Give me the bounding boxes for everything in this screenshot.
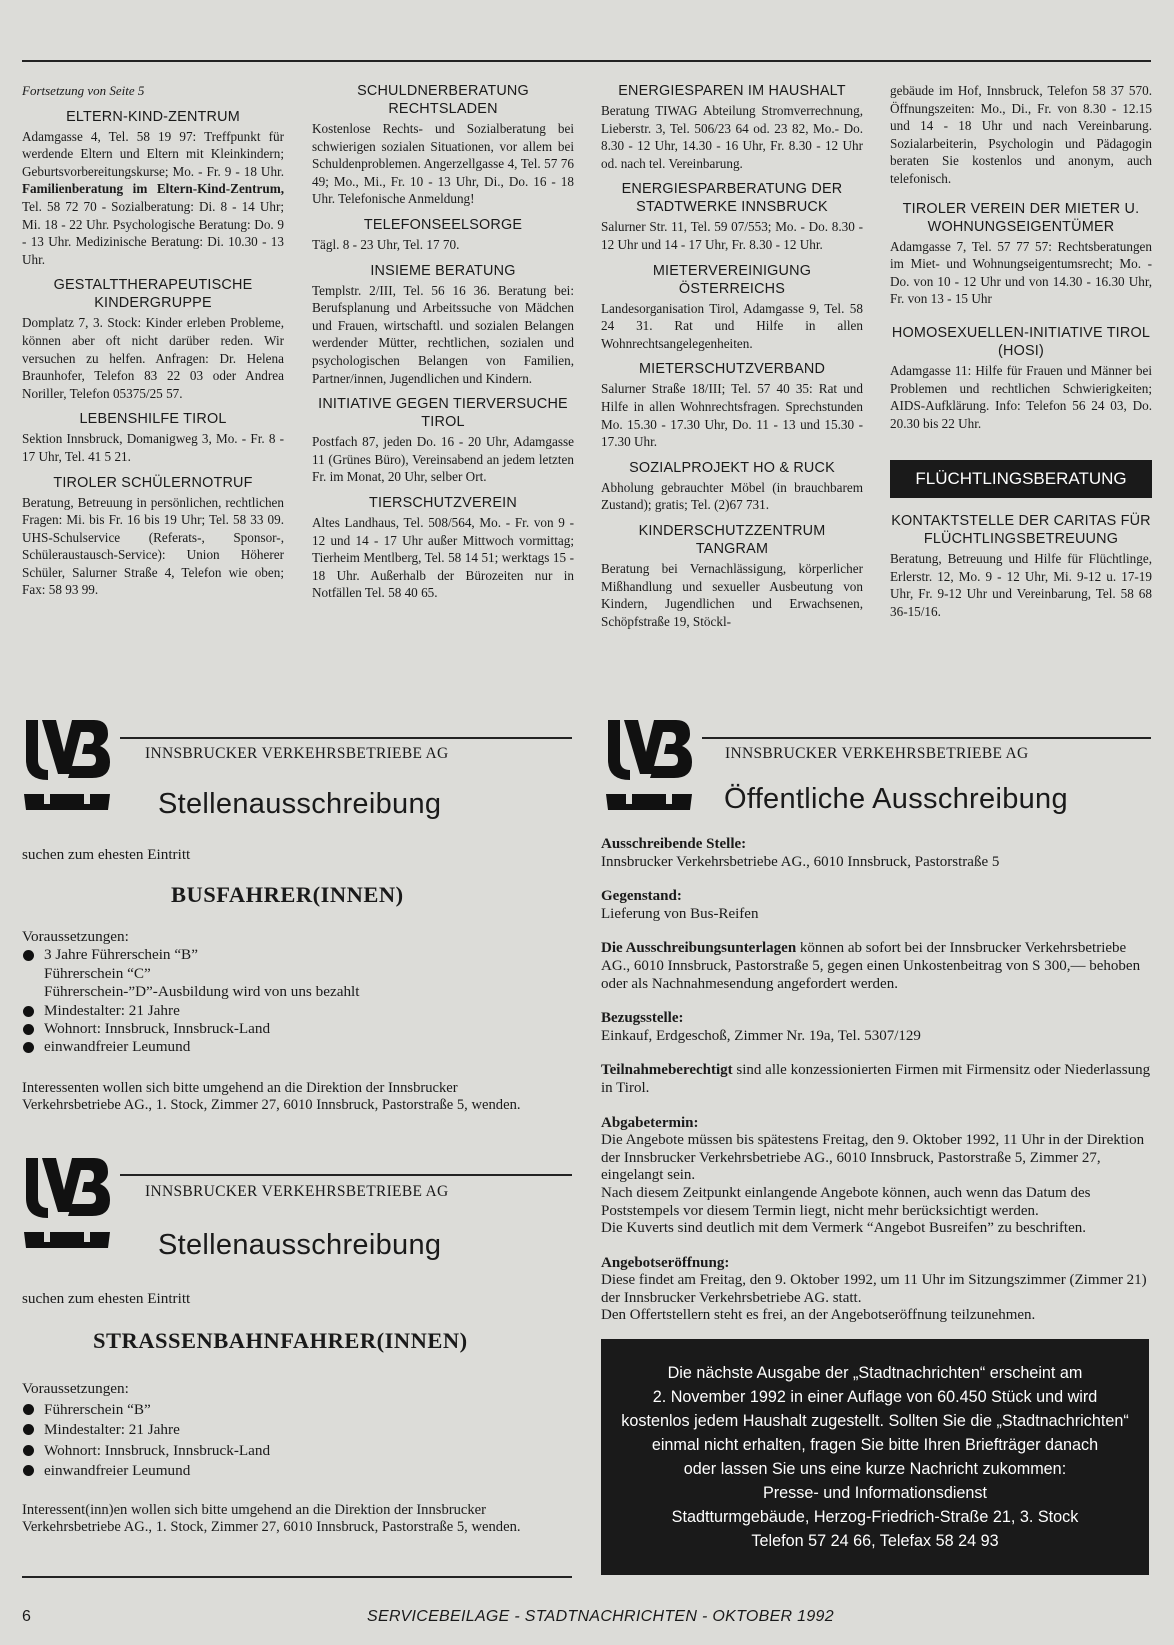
entry-text: Beratung TIWAG Abteilung Stromverrechnung, Lieberstr. 3, Tel. 506/23 64 od. 23 82, Mo.- Do. 8.30 - 12 Uhr, 14.30 - 16 Uhr, Fr. 8.30 - 12 Uhr od. nach tel. Vereinbarung. — [601, 103, 863, 171]
ad-outro: Interessent(inn)en wollen sich bitte umgehend an die Direktion der Innsbrucker Verkehrsbetriebe AG., 1. Stock, Zimmer 27, 6010 Innsbruck, Pastorstraße 5, wenden. — [22, 1502, 521, 1535]
footer-title: SERVICEBEILAGE - STADTNACHRICHTEN - OKTOBER 1992 — [367, 1608, 834, 1625]
entry-title: KINDERSCHUTZZENTRUM TANGRAM — [638, 522, 826, 557]
tender-section — [601, 940, 1151, 993]
notice-line: Die nächste Ausgabe der „Stadtnachrichten“ erscheint am — [667, 1364, 1083, 1382]
entry-text: Adamgasse 4, Tel. 58 19 97: Treffpunkt für werdende Eltern und Eltern mit Kleinkindern; Geburtsvorbereitungskurse; Mo. - Fr. 9 - 18 Uhr. Familienberatung im Eltern-Kind-Zentrum, Tel. 58 72 70 - Sozialberatung: Di. 8 - 14 Uhr; Mi. 18 - 22 Uhr. Psychologische Beratung: Do. 9 - 13 Uhr. Medizinische Beratung: Di. 10.30 - 13 Uhr. — [22, 128, 284, 267]
section-heading: Angebotseröffnung: — [601, 1254, 730, 1271]
entry-text: Tägl. 8 - 23 Uhr, Tel. 17 70. — [312, 236, 460, 252]
tender-section — [601, 1062, 1151, 1097]
section-text: Die Angebote müssen bis spätestens Freitag, den 9. Oktober 1992, 11 Uhr in der Direktion der Innsbrucker Verkehrsbetriebe AG., 6010 Innsbruck, Pastorstraße 5, Zimmer 27, eingelangt sein. — [601, 1132, 1145, 1184]
entry-title: LEBENSHILFE TIROL — [79, 411, 227, 428]
section-heading: Teilnahmeberechtigt — [601, 1062, 733, 1079]
requirements-label: Voraussetzungen: — [22, 928, 129, 945]
requirement-item: 3 Jahre Führerschein “B” Führerschein “C” Führerschein-”D”-Ausbildung wird von uns bezahlt — [22, 946, 572, 1001]
requirements — [22, 1379, 572, 1482]
requirement-item: einwandfreier Leumund — [22, 1461, 572, 1482]
section-heading: Ausschreibende Stelle: — [601, 836, 747, 852]
bullet-icon — [23, 1042, 34, 1053]
company-name: INNSBRUCKER VERKEHRSBETRIEBE AG — [725, 745, 1029, 762]
ivb-logo-icon — [24, 712, 110, 816]
entry-text: Postfach 87, jeden Do. 16 - 20 Uhr, Adamgasse 11 (Grünes Büro), Vereinsabend an jedem letzten Fr. im Monat, 20 Uhr, selber Ort. — [312, 434, 574, 485]
entry-kinderschutzzentrum — [601, 522, 863, 630]
entry-text: Sektion Innsbruck, Domanigweg 3, Mo. - Fr. 8 - 17 Uhr, Tel. 41 5 21. — [22, 431, 284, 464]
section-text: Die Kuverts sind deutlich mit dem Vermerk “Angebot Busreifen” zu beschriften. — [601, 1220, 1087, 1237]
job-title: STRASSENBAHNFAHRER(INNEN) — [93, 1328, 468, 1353]
entry-text: Abholung gebrauchter Möbel (in brauchbarem Zustand); gratis; Tel. (2)67 731. — [601, 479, 863, 513]
section-heading: Die Ausschreibungsunterlagen — [601, 940, 797, 957]
requirement-item: Mindestalter: 21 Jahre — [22, 1420, 572, 1441]
section-heading: Bezugsstelle: — [601, 1010, 684, 1027]
entry-ho-ruck — [601, 459, 863, 514]
requirement-item: Wohnort: Innsbruck, Innsbruck-Land — [22, 1441, 572, 1462]
bullet-icon — [23, 1024, 34, 1035]
bullet-icon — [23, 1465, 34, 1476]
entry-mieterschutzverband — [601, 360, 863, 450]
ad1-rule — [120, 737, 572, 739]
bottom-rule — [22, 1576, 572, 1578]
notice-line: Stadtturmgebäude, Herzog-Friedrich-Straße 21, 3. Stock — [671, 1508, 1079, 1526]
entry-text: Adamgasse 11: Hilfe für Frauen und Männer bei Problemen und rechtlichen Schwierigkeiten; AIDS-Aufklärung. Info: Telefon 56 24 03, Do. 20.30 bis 22 Uhr. — [890, 362, 1152, 431]
ad-title: Stellenausschreibung — [158, 1229, 442, 1261]
bullet-icon — [23, 1006, 34, 1017]
column-2 — [312, 82, 574, 602]
ad2-rule — [120, 1174, 572, 1176]
entry-text: Landesorganisation Tirol, Adamgasse 9, Tel. 58 24 31. Rat und Hilfe in allen Wohnrechtsangelegenheiten. — [601, 300, 863, 351]
entry-lebenshilfe — [22, 410, 284, 465]
entry-title: TIROLER SCHÜLERNOTRUF — [53, 474, 253, 491]
company-name: INNSBRUCKER VERKEHRSBETRIEBE AG — [145, 1183, 449, 1200]
entry-hosi — [890, 324, 1152, 432]
section-text: Einkauf, Erdgeschoß, Zimmer Nr. 19a, Tel. 5307/129 — [601, 1027, 921, 1044]
ad-title: Stellenausschreibung — [158, 788, 442, 820]
entry-text: Salurner Str. 11, Tel. 59 07/553; Mo. - Do. 8.30 - 12 Uhr und 14 - 17 Uhr, Fr. 8.30 - 12 Uhr. — [601, 219, 863, 252]
ivb-logo-icon — [24, 1150, 110, 1254]
entry-text: Domplatz 7, 3. Stock: Kinder erleben Probleme, können aber oft nicht darüber reden. Wir versuchen zu helfen. Anfragen: Dr. Helena Braunhofer, Telefon 83 22 03 oder Andrea Noriller, Telefon 05375/25 57. — [22, 315, 284, 401]
entry-text: Adamgasse 7, Tel. 57 77 57: Rechtsberatungen im Miet- und Wohnungseigentumsrecht; Mo. - Do. von 10 - 12 Uhr und von 14.30 - 16.30 Uhr, Fr. von 13 - 15 Uhr — [890, 238, 1152, 307]
entry-title: ENERGIESPARBERATUNG DER STADTWERKE INNSBRUCK — [621, 181, 843, 216]
entry-text: Beratung bei Vernachlässigung, körperlicher Mißhandlung und sexueller Ausbeutung von Kindern, Jugendlichen und Erwachsenen, Schöpfstraße 19, Stöckl- — [601, 560, 863, 629]
requirements — [22, 928, 572, 1057]
requirements-label: Voraussetzungen: — [22, 1380, 129, 1397]
section-text: Innsbrucker Verkehrsbetriebe AG., 6010 Innsbruck, Pastorstraße 5 — [601, 853, 1000, 870]
notice-line: einmal nicht erhalten, fragen Sie bitte Ihren Briefträger danach — [651, 1436, 1099, 1454]
entry-title: HOMOSEXUELLEN-INITIATIVE TIROL (HOSI) — [891, 324, 1151, 359]
section-text: Lieferung von Bus-Reifen — [601, 905, 759, 922]
notice-line: Presse- und Informationsdienst — [762, 1484, 988, 1502]
entry-title: MIETERSCHUTZVERBAND — [638, 361, 826, 378]
ad-intro: suchen zum ehesten Eintritt — [22, 1290, 191, 1307]
requirement-item: Führerschein “B” — [22, 1400, 572, 1421]
ad3-rule — [702, 737, 1151, 739]
section-banner: FLÜCHTLINGSBERATUNG — [890, 460, 1152, 498]
continuation-note: Fortsetzung von Seite 5 — [22, 83, 145, 98]
column-3 — [601, 82, 863, 630]
entry-caritas — [890, 512, 1152, 620]
section-heading: Gegenstand: — [601, 888, 682, 905]
ad-intro: suchen zum ehesten Eintritt — [22, 846, 191, 863]
bullet-icon — [23, 1404, 34, 1415]
notice-line: Telefon 57 24 66, Telefax 58 24 93 — [751, 1532, 999, 1550]
tender-section — [601, 1255, 1151, 1325]
bullet-icon — [23, 1445, 34, 1456]
entry-text-continued: gebäude im Hof, Innsbruck, Telefon 58 37 570. Öffnungszeiten: Mo., Di., Fr. von 8.30 - 12.15 und 14 - 18 Uhr und nach Vereinbarung. Sozialarbeiterin, Psychologin und Pädagogin beraten Sie kostenlos und anonym, auch telefonisch. — [890, 83, 1152, 186]
entry-telefonseelsorge — [312, 216, 574, 254]
column-4 — [890, 82, 1152, 620]
entry-insieme — [312, 262, 574, 388]
entry-schuldnerberatung — [312, 82, 574, 208]
section-text: können ab sofort bei der Innsbrucker Verkehrsbetriebe AG., 6010 Innsbruck, Pastorstraße 5, gegen einen Unkostenbeitrag von S 300,— behoben oder als Nachnahmesendung angefordert werden. — [601, 940, 1141, 992]
tender-section — [601, 836, 1151, 871]
notice-line: 2. November 1992 in einer Auflage von 60.450 Stück und wird — [652, 1388, 1098, 1406]
entry-text: Templstr. 2/III, Tel. 56 16 36. Beratung bei: Berufsplanung und Arbeitssuche von Mädchen und Frauen, wirtschaftl. und sozialen Belangen werdender Mütter, rechtlichen, sozialen und psychologischen Belangen von Familien, Partner/innen, Jugendlichen und Kindern. — [312, 282, 574, 386]
entry-tierversuche — [312, 395, 574, 486]
entry-title: TIERSCHUTZVEREIN — [369, 494, 517, 511]
job-title: BUSFAHRER(INNEN) — [171, 882, 404, 907]
requirement-item: einwandfreier Leumund — [22, 1038, 572, 1056]
entry-title: GESTALTTHERAPEUTISCHE KINDERGRUPPE — [53, 277, 253, 312]
entry-schuelernotruf — [22, 474, 284, 600]
entry-mieterverein — [890, 200, 1152, 308]
entry-text: Beratung, Betreuung in persönlichen, rechtlichen Fragen: Mi. bis Fr. 16 bis 19 Uhr; Tel. 58 33 09. UHS-Schulservice (Referats-, Sponsor-, Schüleraustausch-Service): Union Höherer Schüler, Salurner Straße 4, Telefon wie oben; Fax: 58 93 99. — [22, 494, 284, 598]
tender-section — [601, 1115, 1151, 1238]
entry-gestalttherapie — [22, 276, 284, 402]
entry-tierschutzverein — [312, 494, 574, 602]
ad-outro: Interessenten wollen sich bitte umgehend an die Direktion der Innsbrucker Verkehrsbetriebe AG., 1. Stock, Zimmer 27, 6010 Innsbruck, Pastorstraße 5, wenden. — [22, 1080, 521, 1113]
entry-text: Kostenlose Rechts- und Sozialberatung bei schwierigen sozialen Situationen, vor allem bei Schuldenproblemen. Angerzellgasse 4, Tel. 57 76 49; Mo., Mi., Fr. 10 - 13 Uhr, Di., Do. 16 - 18 Uhr. Telefonische Anmeldung! — [312, 121, 574, 207]
notice-line: kostenlos jedem Haushalt zugestellt. Sollten Sie die „Stadtnachrichten“ — [621, 1412, 1129, 1430]
section-text: Den Offertstellern steht es frei, an der Angebotseröffnung teilzunehmen. — [601, 1307, 1036, 1324]
page-number: 6 — [22, 1608, 31, 1625]
entry-title: INITIATIVE GEGEN TIERVERSUCHE TIROL — [318, 396, 568, 431]
entry-energiesparen — [601, 82, 863, 172]
requirement-item: Wohnort: Innsbruck, Innsbruck-Land — [22, 1020, 572, 1038]
section-text: Diese findet am Freitag, den 9. Oktober 1992, um 11 Uhr im Sitzungszimmer (Zimmer 21) der Innsbrucker Verkehrsbetriebe AG. statt. — [601, 1272, 1147, 1306]
tender-section — [601, 1010, 1151, 1045]
tender-details — [601, 836, 1151, 1342]
entry-title: MIETERVEREINIGUNG ÖSTERREICHS — [652, 262, 812, 297]
tender-section — [601, 888, 1151, 923]
section-text: Nach diesem Zeitpunkt einlangende Angebote können, auch wenn das Datum des Poststempels vor diesem Termin liegt, nicht mehr berücksichtigt werden. — [601, 1184, 1091, 1219]
requirement-item: Mindestalter: 21 Jahre — [22, 1002, 572, 1020]
ad-title: Öffentliche Ausschreibung — [724, 783, 1068, 815]
entry-text: Beratung, Betreuung und Hilfe für Flüchtlinge, Erlerstr. 12, Mo. 9 - 12 Uhr, Mi. 9-12 u. 17-19 Uhr, Fr. 9-12 Uhr und Vereinbarung, Tel. 58 68 36-15/16. — [890, 550, 1152, 619]
entry-title: INSIEME BERATUNG — [370, 262, 516, 279]
next-issue-notice — [601, 1339, 1149, 1575]
entry-title: ENERGIESPAREN IM HAUSHALT — [618, 83, 846, 99]
top-rule — [22, 60, 1151, 62]
entry-eltern-kind-zentrum — [22, 108, 284, 269]
entry-title: SOZIALPROJEKT HO & RUCK — [629, 459, 835, 476]
entry-title: ELTERN-KIND-ZENTRUM — [66, 108, 240, 125]
entry-title: TELEFONSEELSORGE — [363, 216, 523, 233]
entry-mietervereinigung — [601, 262, 863, 353]
bullet-icon — [23, 950, 34, 961]
column-1 — [22, 82, 284, 599]
entry-text: Salurner Straße 18/III; Tel. 57 40 35: Rat und Hilfe in allen Wohnrechtsfragen. Sprechstunden Mo. 15.30 - 17.30 Uhr, Do. 11 - 13 und 15.30 - 17.30 Uhr. — [601, 381, 863, 450]
entry-title: KONTAKTSTELLE DER CARITAS FÜR FLÜCHTLINGSBETREUUNG — [891, 512, 1151, 547]
entry-title: SCHULDNERBERATUNG RECHTSLADEN — [357, 83, 529, 117]
notice-line: oder lassen Sie uns eine kurze Nachricht zukommen: — [683, 1460, 1067, 1478]
company-name: INNSBRUCKER VERKEHRSBETRIEBE AG — [145, 745, 449, 762]
ivb-logo-icon — [606, 712, 692, 816]
bullet-icon — [23, 1424, 34, 1435]
entry-title: TIROLER VEREIN DER MIETER U. WOHNUNGSEIGENTÜMER — [902, 200, 1140, 235]
section-text: sind alle konzessionierten Firmen mit Firmensitz oder Niederlassung in Tirol. — [601, 1062, 1151, 1096]
section-heading: Abgabetermin: — [601, 1114, 699, 1131]
entry-stadtwerke — [601, 180, 863, 253]
entry-text: Altes Landhaus, Tel. 508/564, Mo. - Fr. von 9 - 12 und 14 - 17 Uhr außer Mittwoch vormittag; Tierheim Mentlberg, Tel. 58 14 51; werktags 15 - 18 Uhr. Außerhalb der Bürozeiten nur in Notfällen Tel. 58 40 65. — [312, 514, 574, 601]
